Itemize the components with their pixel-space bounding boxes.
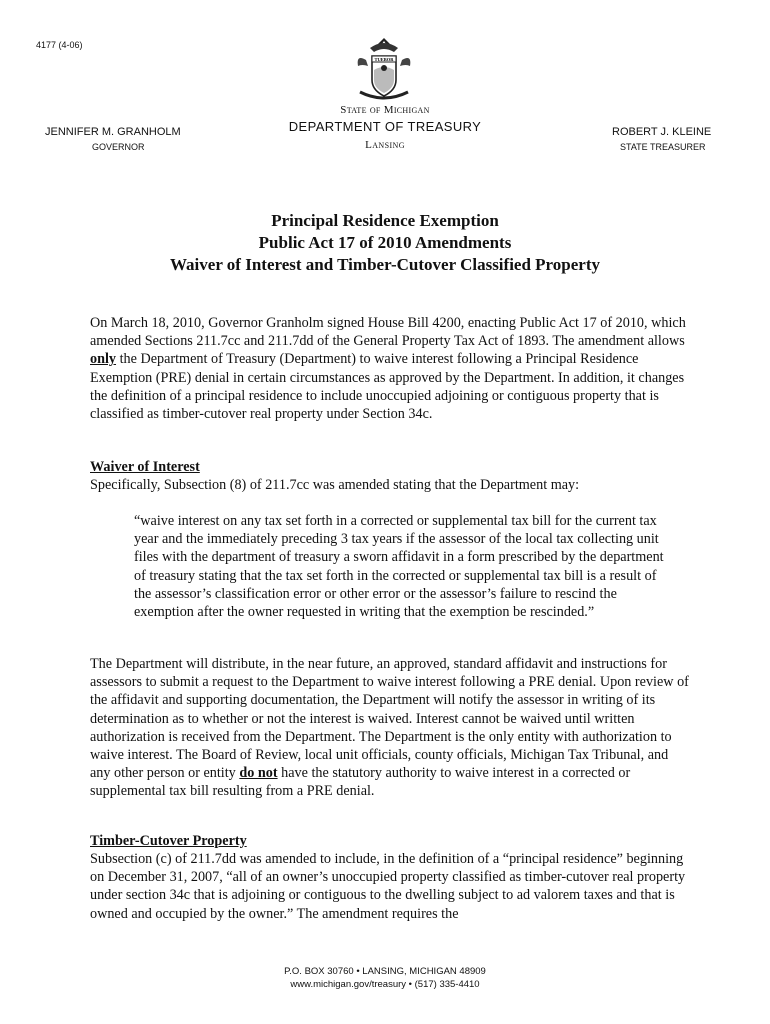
form-number: 4177 (4-06) [36,40,83,50]
seal-motto: TUEBOR [374,57,394,62]
waiver-lead: Specifically, Subsection (8) of 211.7cc was amended stating that the Department may: [90,477,580,493]
treasurer-name: ROBERT J. KLEINE [612,126,712,138]
michigan-seal-icon [348,34,420,104]
footer-line-1: P.O. BOX 30760 • LANSING, MICHIGAN 48909 [284,966,486,977]
city-name: Lansing [365,139,405,151]
footer-line-2: www.michigan.gov/treasury • (517) 335-4410 [290,979,480,990]
emphasis-do-not: do not [239,765,278,782]
state-name: State of Michigan [340,104,430,116]
waiver-paragraph: The Department will distribute, in the near future, an approved, standard affidavit and instructions for assessors to submit a request to the Department to waive interest following a PRE denial. Upon review of the affidavit and supporting documentation, the Department will notify the assessor in writing of its determination as to whether or not the interest is waived. Interest cannot be waived until written authorization is received from the Department. The Department is the only entity with authorization to waive interest. The Board of Review, local unit officials, county officials, Michigan Tax Tribunal, and any other person or entity do not have the statutory authority to waive interest in a corrected or supplemental tax bill resulting from a PRE denial. [90,656,689,800]
governor-name: JENNIFER M. GRANHOLM [45,126,181,138]
document-title [0,210,770,276]
footer-address [0,965,770,991]
treasurer-title: STATE TREASURER [620,142,706,152]
waiver-heading: Waiver of Interest [90,459,200,475]
emphasis-only: only [90,351,117,368]
statute-quote: “waive interest on any tax set forth in a corrected or supplemental tax bill for the current tax year and the immediately preceding 3 tax years if the assessor of the local tax collecting unit files with the department of treasury a sworn affidavit in a form prescribed by the department of treasury stating that the tax set forth in the corrected or supplemental tax bill is a result of the assessor’s classification error or other error or the assessor’s failure to rescind the exemption after the owner requested in writing that the exemption be rescinded.” [134,513,664,621]
title-line-1: Principal Residence Exemption [271,211,499,230]
timber-heading: Timber-Cutover Property [90,833,247,849]
intro-paragraph: On March 18, 2010, Governor Granholm signed House Bill 4200, enacting Public Act 17 of 2010, which amended Sections 211.7cc and 211.7dd of the General Property Tax Act of 1893. The amendment allows only the Department of Treasury (Department) to waive interest following a Principal Residence Exemption (PRE) denial in certain circumstances as approved by the Department. In addition, it changes the definition of a principal residence to include unoccupied adjoining or contiguous property that is classified as timber-cutover real property under Section 34c. [90,315,686,423]
department-name: DEPARTMENT OF TREASURY [288,119,482,134]
title-line-2: Public Act 17 of 2010 Amendments [258,233,512,252]
title-line-3: Waiver of Interest and Timber-Cutover Classified Property [169,255,600,274]
timber-paragraph: Subsection (c) of 211.7dd was amended to include, in the definition of a “principal residence” beginning on December 31, 2007, “all of an owner’s unoccupied property classified as timber-cutover real property under section 34c that is adjoining or contiguous to the dwelling subject to ad valorem taxes and that is owned and occupied by the owner.” The amendment requires the [90,851,686,922]
governor-title: GOVERNOR [92,142,145,152]
